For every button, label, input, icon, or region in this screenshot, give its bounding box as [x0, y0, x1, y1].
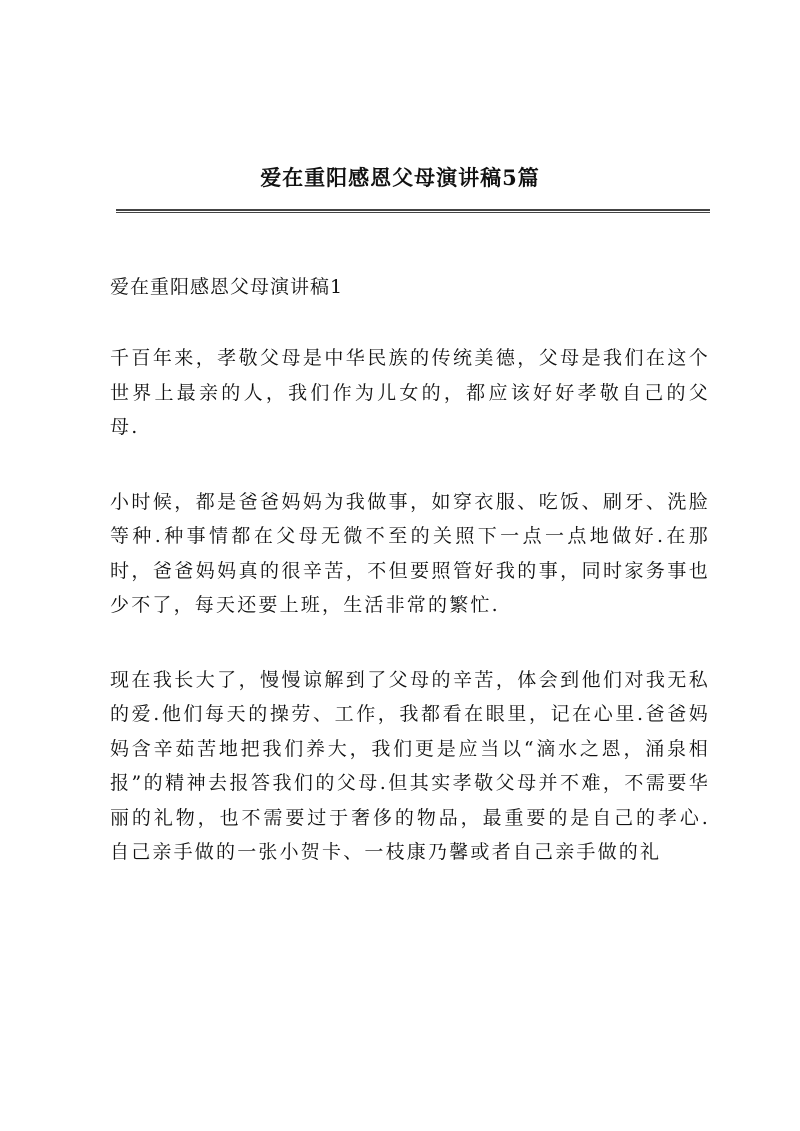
paragraph-2: 小时候，都是爸爸妈妈为我做事，如穿衣服、吃饭、刷牙、洗脸等种.种事情都在父母无微不至的关照下一点一点地做好.在那时，爸爸妈妈真的很辛苦，不但要照管好我的事，同时家务事也少不了，每天还要上班，生活非常的繁忙. — [110, 490, 710, 616]
document-title: 爱在重阳感恩父母演讲稿5篇 — [260, 165, 540, 190]
section-heading: 爱在重阳感恩父母演讲稿1 — [110, 276, 344, 298]
document-body — [110, 270, 710, 910]
title-divider — [116, 209, 710, 213]
paragraph-3: 现在我长大了，慢慢谅解到了父母的辛苦，体会到他们对我无私的爱.他们每天的操劳、工作，我都看在眼里，记在心里.爸爸妈妈含辛茹苦地把我们养大，我们更是应当以“滴水之恩，涌泉相报”的精神去报答我们的父母.但其实孝敬父母并不难，不需要华丽的礼物，也不需要过于奢侈的物品，最重要的是自己的孝心.自己亲手做的一张小贺卡、一枝康乃馨或者自己亲手做的礼 — [110, 668, 710, 863]
paragraph-1: 千百年来，孝敬父母是中华民族的传统美德，父母是我们在这个世界上最亲的人，我们作为儿女的，都应该好好孝敬自己的父母. — [110, 347, 710, 438]
